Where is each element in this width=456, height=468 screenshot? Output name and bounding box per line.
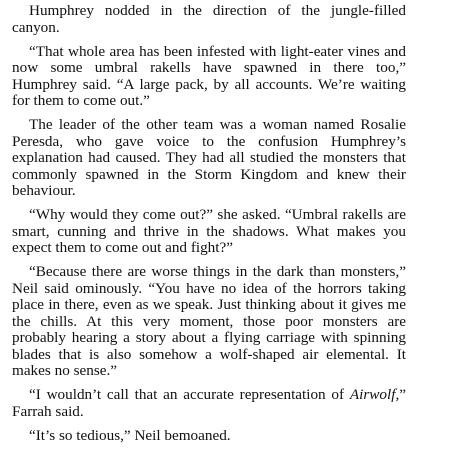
paragraph-text: “I wouldn’t call that an accurate representation of	[29, 386, 350, 403]
paragraph-3	[12, 117, 406, 200]
paragraph-text: The leader of the other team was a woman named Rosalie Peresda, who gave voice to the confusion Humphrey’s explanation had caused. They had all studied the monsters that commonly spawned in the Storm Kingdom and knew their behaviour.	[12, 116, 406, 199]
paragraph-text: “Why would they come out?” she asked. “Umbral rakells are smart, cunning and thrive in the shadows. What makes you expect them to come out and fight?”	[12, 206, 406, 256]
paragraph-4	[12, 207, 406, 257]
paragraph-text: “Because there are worse things in the dark than monsters,” Neil said ominously. “You have no idea of the horrors taking place in there, even as we speak. Just thinking about it gives me the chills. At this very moment, those poor monsters are probably hearing a story about a flying carriage with spinning blades that is also somehow a wolf-shaped air elemental. It makes no sense.”	[12, 263, 406, 379]
paragraph-text: Humphrey nodded in the direction of the jungle-filled canyon.	[12, 2, 406, 36]
paragraph-7	[12, 428, 406, 445]
paragraph-1	[12, 3, 406, 36]
paragraph-text: ,” Farrah said.	[12, 386, 406, 420]
paragraph-text: “It’s so tedious,” Neil bemoaned.	[29, 426, 231, 444]
italic-title-text: Airwolf	[349, 386, 396, 403]
paragraph-5	[12, 264, 406, 380]
paragraph-text: “That whole area has been infested with light-eater vines and now some umbral rakells have spawned in there too,” Humphrey said. “A large pack, by all accounts. We’re waiting for them to come out.”	[12, 42, 406, 109]
paragraph-6	[12, 387, 406, 420]
paragraph-2	[12, 44, 406, 110]
